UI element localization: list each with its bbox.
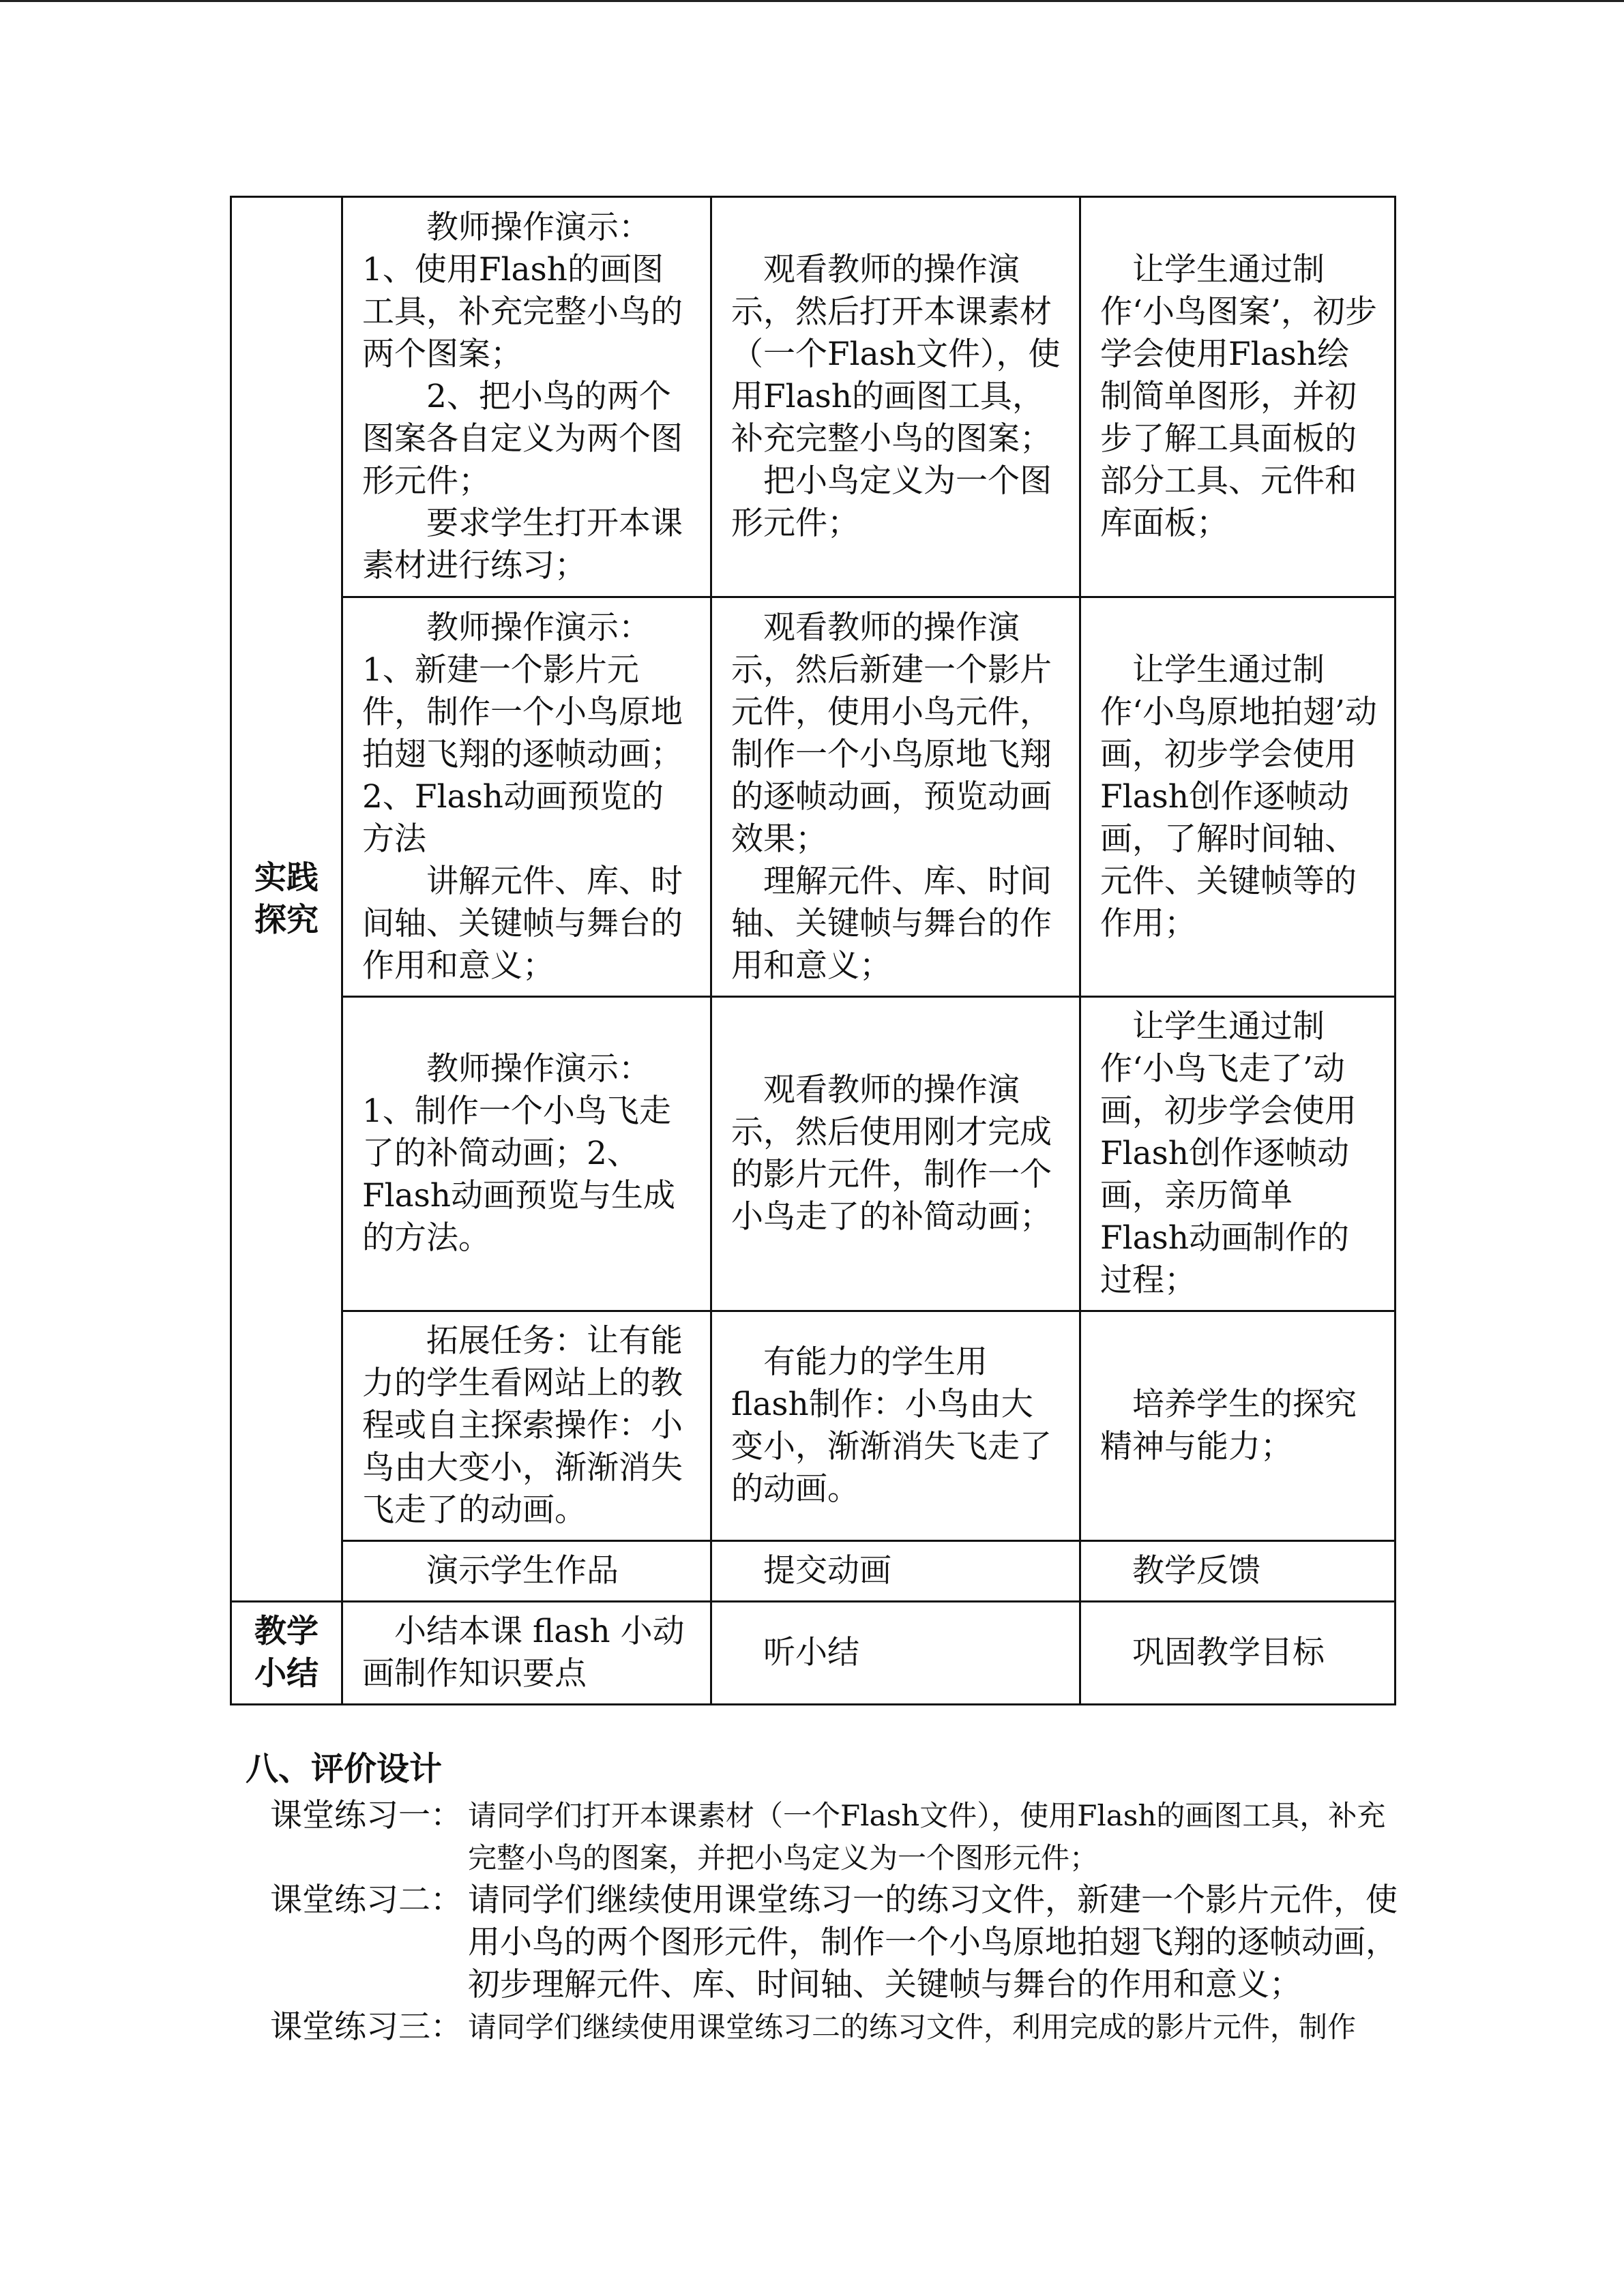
design-intent-cell	[1080, 1311, 1396, 1541]
student-text: 把小鸟定义为一个图形元件；	[731, 462, 1052, 542]
student-text: 观看教师的操作演示，然后使用刚才完成的影片元件，制作一个小鸟走了的补简动画；	[731, 1071, 1052, 1236]
teacher-activity-cell	[342, 1541, 711, 1602]
student-text: 理解元件、库、时间轴、关键帧与舞台的作用和意义；	[731, 862, 1052, 985]
teacher-activity-cell	[342, 597, 711, 997]
design-intent-cell	[1080, 1602, 1396, 1705]
table-row	[231, 1541, 1396, 1602]
teacher-activity-cell	[342, 997, 711, 1311]
table-row	[231, 1602, 1396, 1705]
student-text: 观看教师的操作演示，然后打开本课素材（一个Flash文件），使用Flash的画图工具，补充完整小鸟的图案；	[731, 251, 1061, 458]
exercise-text: 请同学们继续使用课堂练习二的练习文件，利用完成的影片元件，制作	[468, 2010, 1357, 2044]
teacher-activity-cell	[342, 1311, 711, 1541]
design-intent-cell	[1080, 597, 1396, 997]
teacher-text: 2、把小鸟的两个图案各自定义为两个图形元件；	[362, 378, 683, 500]
teacher-text: 拓展任务：让有能力的学生看网站上的教程或自主探索操作：小鸟由大变小，渐渐消失飞走了的动画。	[362, 1322, 683, 1529]
design-intent-cell	[1080, 1541, 1396, 1602]
exercise-item	[270, 1879, 1405, 2006]
intent-text: 教学反馈	[1132, 1552, 1260, 1590]
teacher-text: 讲解元件、库、时间轴、关键帧与舞台的作用和意义；	[362, 862, 683, 985]
lesson-plan-table	[230, 196, 1396, 1705]
table-row	[231, 597, 1396, 997]
teacher-text: 演示学生作品	[426, 1552, 619, 1590]
teacher-text: 要求学生打开本课素材进行练习；	[362, 505, 683, 584]
teacher-text: 教师操作演示：1、新建一个影片元件，制作一个小鸟原地拍翅飞翔的逐帧动画；2、Flash动画预览的方法	[362, 608, 683, 858]
student-activity-cell	[711, 597, 1080, 997]
student-text: 观看教师的操作演示，然后新建一个影片元件，使用小鸟元件，制作一个小鸟原地飞翔的逐帧动画，预览动画效果；	[731, 608, 1052, 858]
evaluation-heading: 八、评价设计	[246, 1750, 443, 1788]
student-activity-cell	[711, 1602, 1080, 1705]
student-activity-cell	[711, 1541, 1080, 1602]
student-text: 有能力的学生用flash制作：小鸟由大变小，渐渐消失飞走了的动画。	[731, 1343, 1052, 1508]
intent-text: 让学生通过制作‘小鸟原地拍翅’动画，初步学会使用Flash创作逐帧动画，了解时间轴、元件、关键帧等的作用；	[1100, 651, 1377, 942]
student-activity-cell	[711, 997, 1080, 1311]
teacher-activity-cell	[342, 197, 711, 597]
student-text: 听小结	[763, 1634, 859, 1671]
intent-text: 让学生通过制作‘小鸟图案’，初步学会使用Flash绘制简单图形，并初步了解工具面板的部分工具、元件和库面板；	[1100, 251, 1377, 542]
student-activity-cell	[711, 197, 1080, 597]
student-activity-cell	[711, 1311, 1080, 1541]
exercise-item	[270, 2006, 1405, 2048]
evaluation-section	[246, 1742, 1405, 2048]
design-intent-cell	[1080, 197, 1396, 597]
intent-text: 培养学生的探究精神与能力；	[1100, 1386, 1357, 1465]
table-row	[231, 997, 1396, 1311]
design-intent-cell	[1080, 997, 1396, 1311]
section-label-practice: 实践探究	[231, 197, 342, 1602]
exercise-text: 请同学们打开本课素材（一个Flash文件），使用Flash的画图工具，补充完整小鸟的图案，并把小鸟定义为一个图形元件；	[468, 1799, 1386, 1875]
exercise-text: 请同学们继续使用课堂练习一的练习文件，新建一个影片元件，使用小鸟的两个图形元件，制作一个小鸟原地拍翅飞翔的逐帧动画，初步理解元件、库、时间轴、关键帧与舞台的作用和意义；	[468, 1881, 1398, 2003]
teacher-text: 教师操作演示：1、使用Flash的画图工具，补充完整小鸟的两个图案；	[362, 209, 683, 373]
student-text: 提交动画	[763, 1552, 891, 1590]
intent-text: 巩固教学目标	[1132, 1634, 1325, 1671]
intent-text: 让学生通过制作‘小鸟飞走了’动画，初步学会使用Flash创作逐帧动画，亲历简单Flash动画制作的过程；	[1100, 1008, 1357, 1299]
page-top-border	[0, 0, 1624, 2]
teacher-activity-cell	[342, 1602, 711, 1705]
section-label-summary: 教学小结	[231, 1602, 342, 1705]
table-row	[231, 197, 1396, 597]
teacher-text: 小结本课 flash 小动画制作知识要点	[362, 1613, 685, 1693]
exercise-item	[270, 1795, 1405, 1879]
exercise-label: 课堂练习三：	[270, 2008, 462, 2046]
exercise-label: 课堂练习二：	[270, 1881, 462, 1919]
teacher-text: 教师操作演示：1、制作一个小鸟飞走了的补简动画；2、Flash动画预览与生成的方法。	[362, 1050, 676, 1257]
table-row	[231, 1311, 1396, 1541]
exercise-label: 课堂练习一：	[270, 1797, 462, 1834]
